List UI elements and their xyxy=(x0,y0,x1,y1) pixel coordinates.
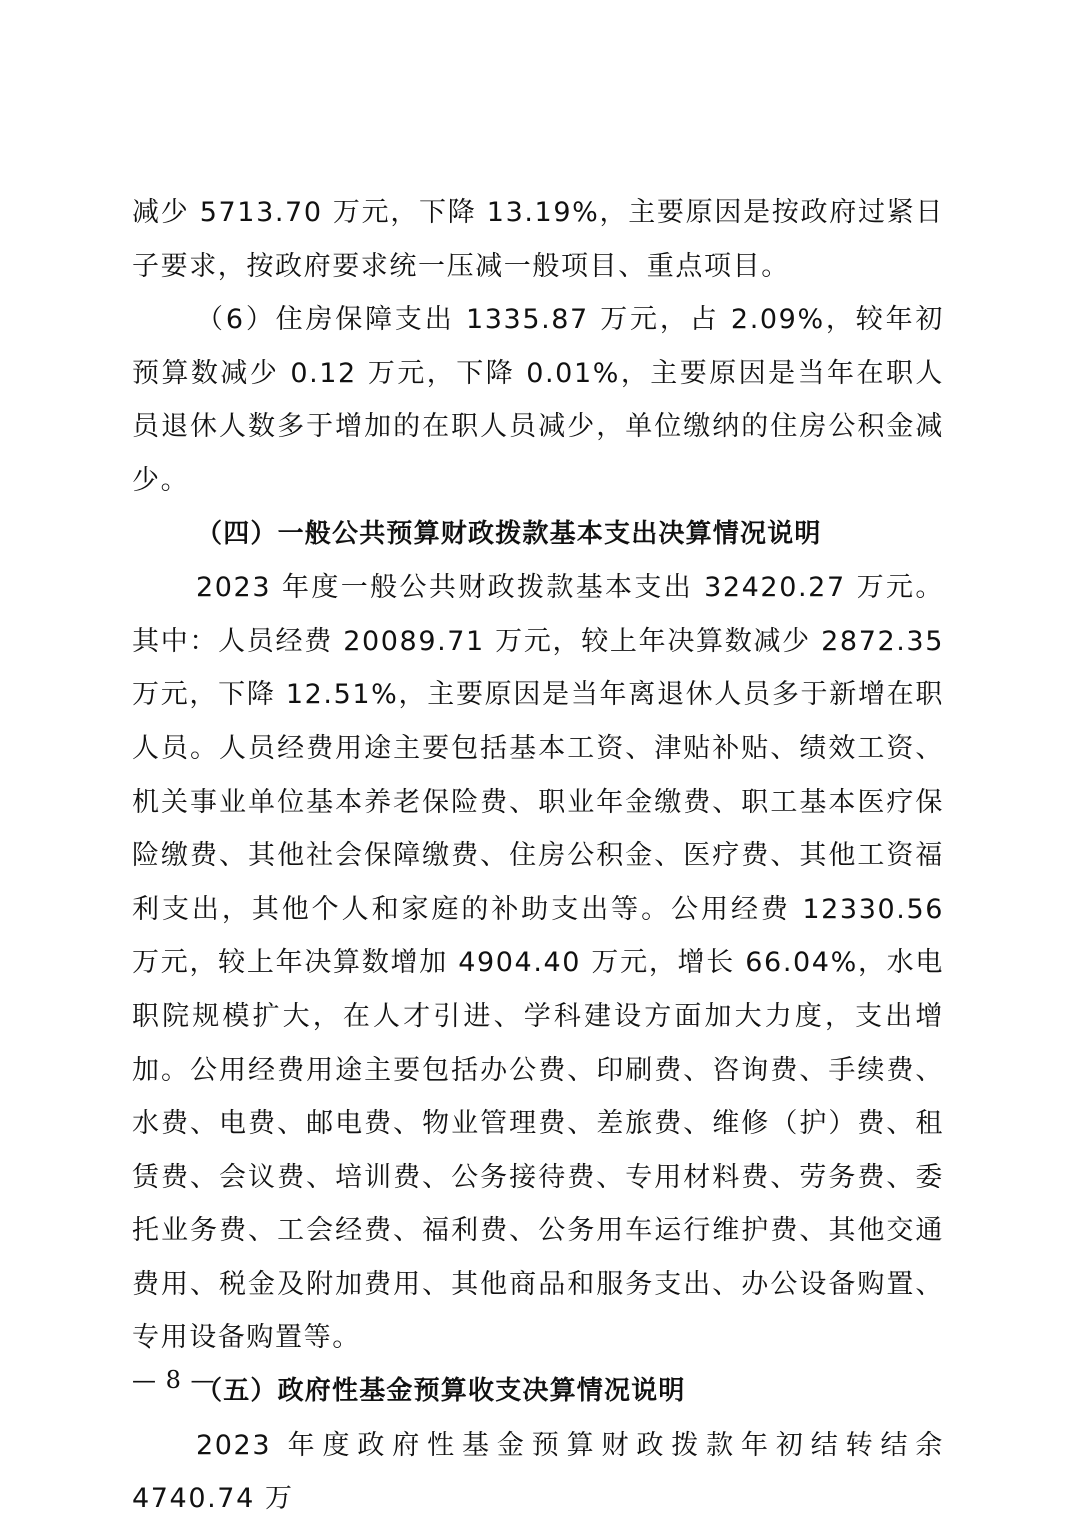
paragraph-housing-security: （6）住房保障支出 1335.87 万元，占 2.09%，较年初预算数减少 0.12 万元，下降 0.01%，主要原因是当年在职人员退休人数多于增加的在职人员减少，单位缴纳的住房公积金减少。 xyxy=(132,304,944,496)
paragraph-basic-expenditure: 2023 年度一般公共财政拨款基本支出 32420.27 万元。其中：人员经费 20089.71 万元，较上年决算数减少 2872.35 万元，下降 12.51%，主要原因是当年离退休人员多于新增在职人员。人员经费用途主要包括基本工资、津贴补贴、绩效工资、机关事业单位基本养老保险费、职业年金缴费、职工基本医疗保险缴费、其他社会保障缴费、住房公积金、医疗费、其他工资福利支出，其他个人和家庭的补助支出等。公用经费 12330.56 万元，较上年决算数增加 4904.40 万元，增长 66.04%，水电职院规模扩大，在人才引进、学科建设方面加大力度，支出增加。公用经费用途主要包括办公费、印刷费、咨询费、手续费、水费、电费、邮电费、物业管理费、差旅费、维修（护）费、租赁费、会议费、培训费、公务接待费、专用材料费、劳务费、委托业务费、工会经费、福利费、公务用车运行维护费、其他交通费用、税金及附加费用、其他商品和服务支出、办公设备购置、专用设备购置等。 xyxy=(132,572,944,1354)
section-heading-basic-expenditure: （四）一般公共预算财政拨款基本支出决算情况说明 xyxy=(196,518,822,549)
paragraph-continuation: 减少 5713.70 万元，下降 13.19%，主要原因是按政府过紧日子要求，按政府要求统一压减一般项目、重点项目。 xyxy=(132,197,944,282)
section-heading-government-fund: （五）政府性基金预算收支决算情况说明 xyxy=(196,1376,686,1407)
page-number: — 8 — xyxy=(132,1366,216,1394)
body-text xyxy=(132,186,944,1526)
paragraph-government-fund: 2023 年度政府性基金预算财政拨款年初结转结余 4740.74 万 xyxy=(132,1429,944,1515)
